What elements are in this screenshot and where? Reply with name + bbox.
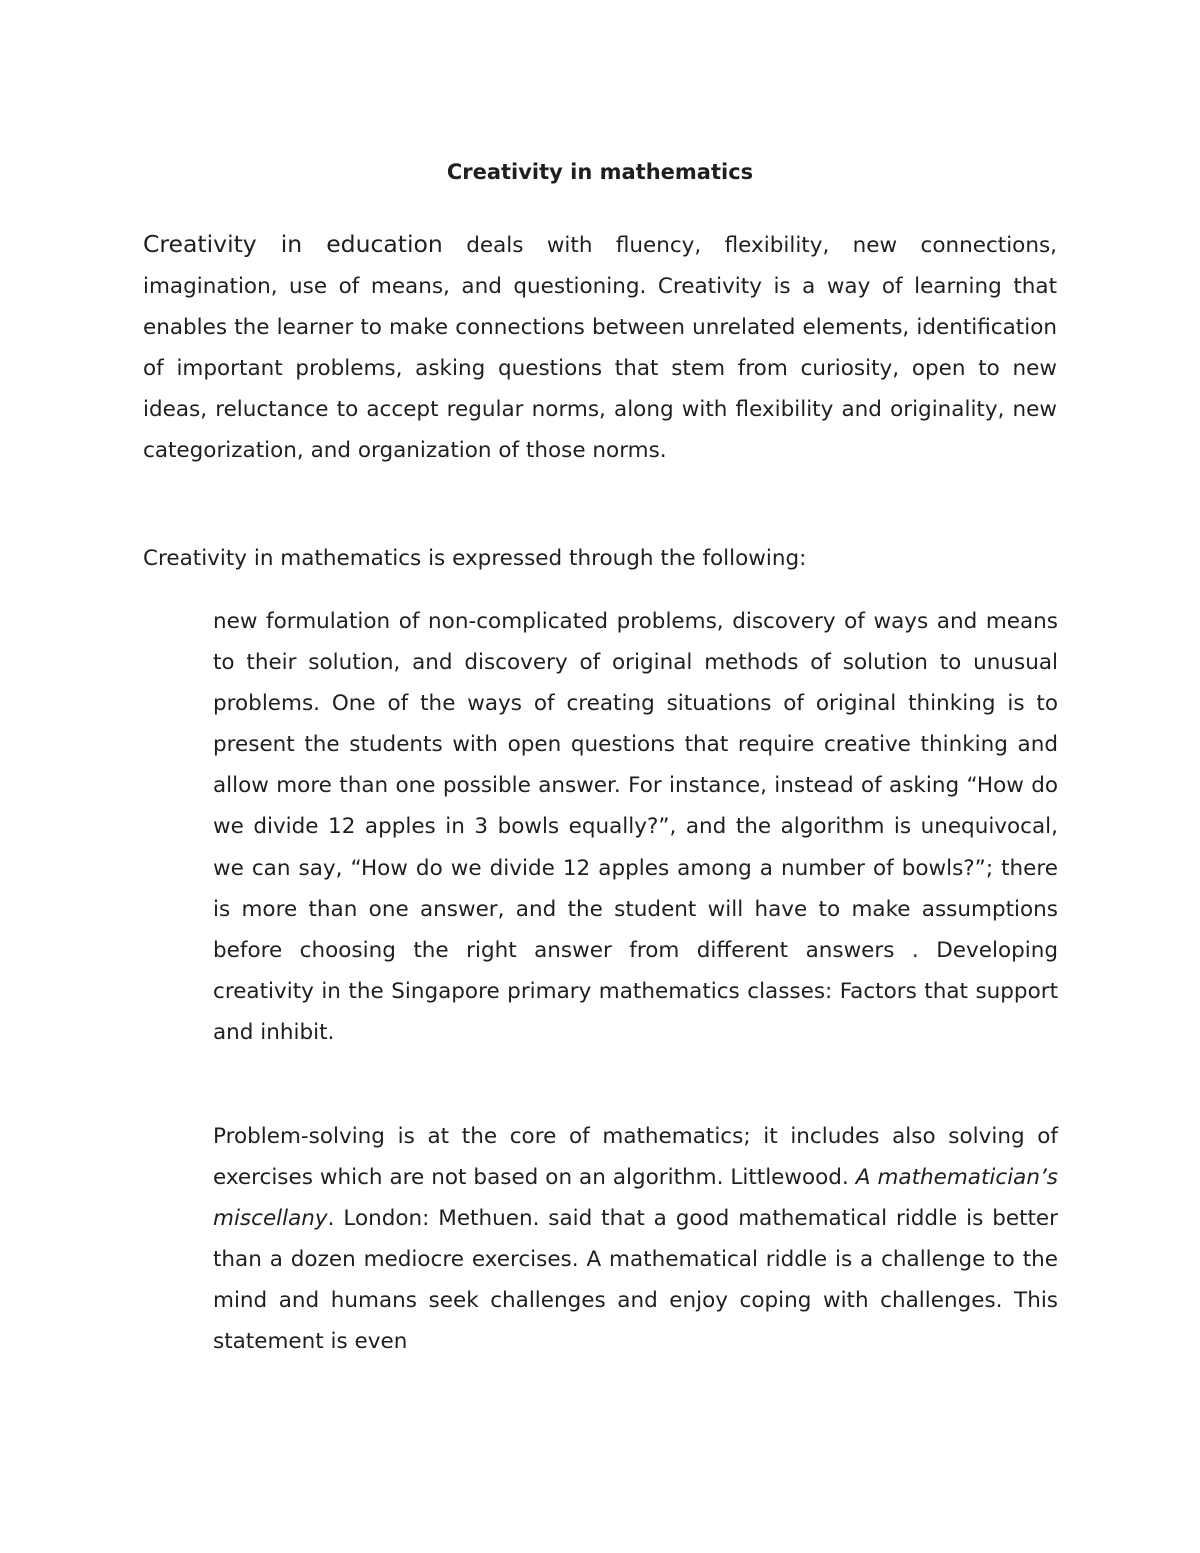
indented-paragraph-problem-solving [213, 1116, 1058, 1363]
document-title: Creativity in mathematics [446, 160, 754, 184]
citation-book-title: A mathematician’s miscellany [213, 1165, 1059, 1232]
paragraph-text-after-citation: . London: Methuen. said that a good mathematical riddle is better than a dozen mediocre exercises. A mathematical riddle is a challenge to the mind and humans seek challenges and enjoy coping with challenges. This statement is even [213, 1206, 1058, 1355]
paragraph-creativity-in-education [143, 224, 1057, 472]
paragraph-body: deals with fluency, flexibility, new connections, imagination, use of means, and questioning. Creativity is a way of learning that enables the learner to make connections between unrelated elements, identification of important problems, asking questions that stem from curiosity, open to new ideas, reluctance to accept regular norms, along with flexibility and originality, new categorization, and organization of those norms. [143, 233, 1057, 464]
paragraph-lead-phrase: Creativity in education [143, 230, 443, 258]
indented-paragraph-formulation: new formulation of non-complicated problems, discovery of ways and means to their solution, and discovery of original methods of solution to unusual problems. One of the ways of creating situations of original thinking is to present the students with open questions that require creative thinking and allow more than one possible answer. For instance, instead of asking “How do we divide 12 apples in 3 bowls equally?”, and the algorithm is unequivocal, we can say, “How do we divide 12 apples among a number of bowls?”; there is more than one answer, and the student will have to make assumptions before choosing the right answer from different answers . Developing creativity in the Singapore primary mathematics classes: Factors that support and inhibit. [213, 609, 1058, 1045]
paragraph-text-before-citation: Problem-solving is at the core of mathematics; it includes also solving of exercises which are not based on an algorithm. Littlewood. [213, 1124, 1058, 1191]
paragraph-expressed-through: Creativity in mathematics is expressed through the following: [143, 546, 807, 571]
